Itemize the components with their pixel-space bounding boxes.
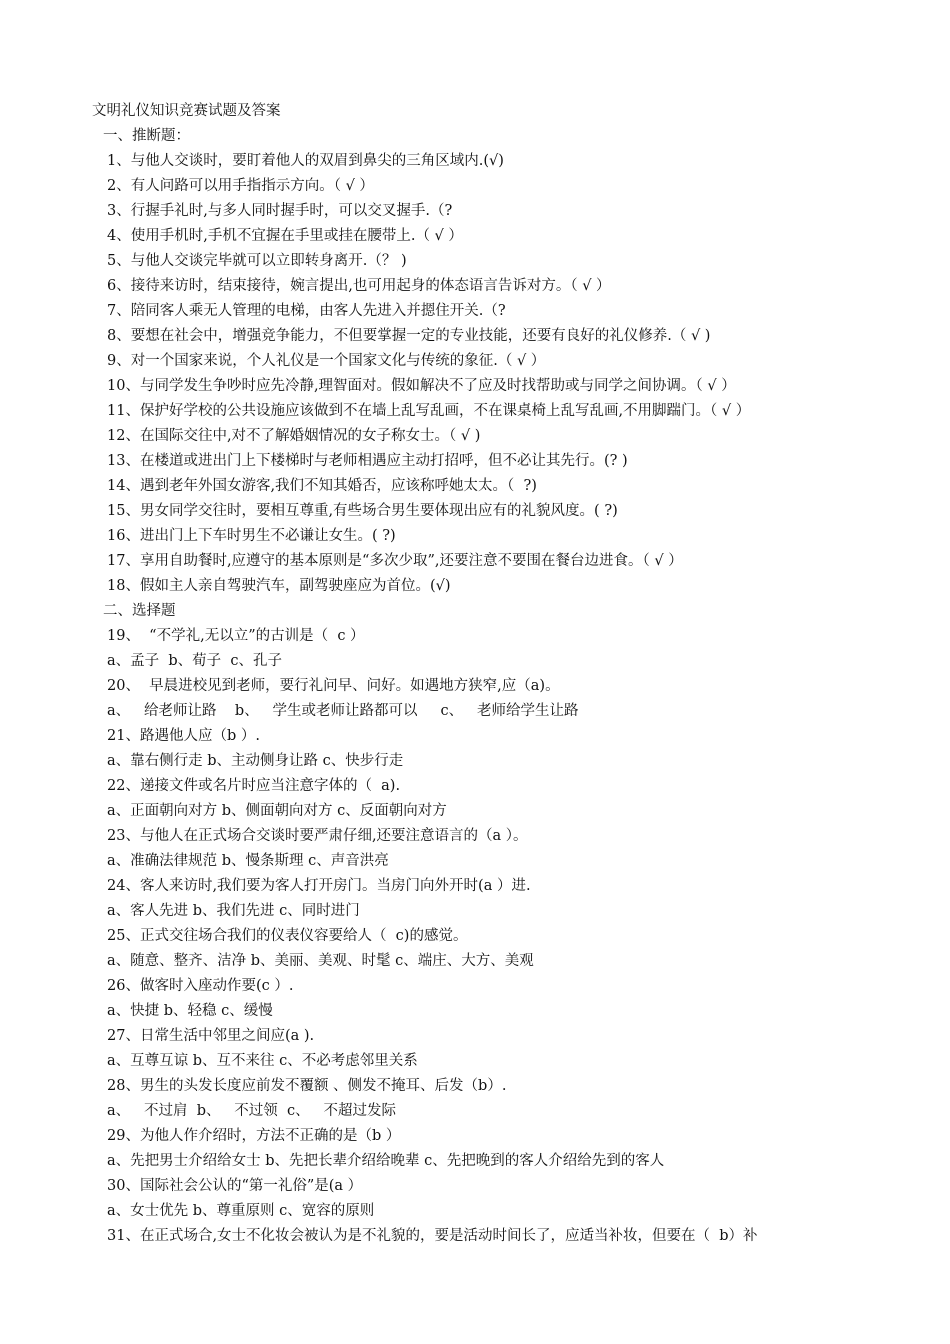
question-30: 30、国际社会公认的“第一礼俗”是(a ）: [107, 1178, 363, 1194]
options-20: a、 给老师让路 b、 学生或老师让路都可以 c、 老师给学生让路: [107, 703, 579, 719]
options-25: a、随意、整齐、洁净 b、美丽、美观、时髦 c、端庄、大方、美观: [107, 953, 534, 969]
options-22: a、正面朝向对方 b、侧面朝向对方 c、反面朝向对方: [107, 803, 447, 819]
question-28: 28、男生的头发长度应前发不覆额 、侧发不掩耳、后发（b）.: [107, 1078, 507, 1094]
options-29: a、先把男士介绍给女士 b、先把长辈介绍给晚辈 c、先把晚到的客人介绍给先到的客人: [107, 1153, 665, 1169]
question-31: 31、在正式场合,女士不化妆会被认为是不礼貌的，要是活动时间长了，应适当补妆，但要在（ b）补: [107, 1228, 758, 1244]
question-26: 26、做客时入座动作要(c ）.: [107, 978, 294, 994]
question-19: 19、 “不学礼,无以立”的古训是（ c ）: [107, 628, 365, 644]
question-11: 11、保护好学校的公共设施应该做到不在墙上乱写乱画，不在课桌椅上乱写乱画,不用脚踹门。（ √ ）: [107, 403, 751, 419]
question-13: 13、在楼道或进出门上下楼梯时与老师相遇应主动打招呼，但不必让其先行。(? ): [107, 453, 628, 469]
question-23: 23、与他人在正式场合交谈时要严肃仔细,还要注意语言的（a ）。: [107, 828, 528, 844]
question-9: 9、对一个国家来说，个人礼仪是一个国家文化与传统的象征.（ √ ）: [107, 353, 546, 369]
question-12: 12、在国际交往中,对不了解婚姻情况的女子称女士。（ √ ): [107, 428, 481, 444]
question-20: 20、 早晨进校见到老师，要行礼问早、问好。如遇地方狭窄,应（a)。: [107, 678, 560, 694]
options-27: a、互尊互谅 b、互不来往 c、不必考虑邻里关系: [107, 1053, 418, 1069]
question-25: 25、正式交往场合我们的仪表仪容要给人（ c)的感觉。: [107, 928, 468, 944]
section-heading-choice: 二、选择题: [103, 603, 176, 619]
document-title: 文明礼仪知识竞赛试题及答案: [92, 103, 281, 119]
question-8: 8、要想在社会中，增强竞争能力，不但要掌握一定的专业技能，还要有良好的礼仪修养.（ √ ): [107, 328, 711, 344]
question-16: 16、进出门上下车时男生不必谦让女生。( ?): [107, 528, 396, 544]
question-27: 27、日常生活中邻里之间应(a ).: [107, 1028, 315, 1044]
question-21: 21、路遇他人应（b ）.: [107, 728, 260, 744]
question-29: 29、为他人作介绍时，方法不正确的是（b ）: [107, 1128, 401, 1144]
question-5: 5、与他人交谈完毕就可以立即转身离开.（？ ): [107, 253, 407, 269]
question-14: 14、遇到老年外国女游客,我们不知其婚否，应该称呼她太太。（ ?): [107, 478, 537, 494]
question-15: 15、男女同学交往时，要相互尊重,有些场合男生要体现出应有的礼貌风度。( ?): [107, 503, 618, 519]
question-4: 4、使用手机时,手机不宜握在手里或挂在腰带上.（ √ ）: [107, 228, 463, 244]
question-3: 3、行握手礼时,与多人同时握手时，可以交叉握手.（?: [107, 203, 453, 219]
options-30: a、女士优先 b、尊重原则 c、宽容的原则: [107, 1203, 375, 1219]
question-24: 24、客人来访时,我们要为客人打开房门。当房门向外开时(a ）进.: [107, 878, 531, 894]
question-2: 2、有人问路可以用手指指示方向。（ √ ）: [107, 178, 374, 194]
question-7: 7、陪同客人乘无人管理的电梯，由客人先进入并摁住开关.（?: [107, 303, 506, 319]
question-1: 1、与他人交谈时，要盯着他人的双眉到鼻尖的三角区域内.(√): [107, 153, 504, 169]
options-19: a、孟子 b、荀子 c、孔子: [107, 653, 282, 669]
question-17: 17、享用自助餐时,应遵守的基本原则是“多次少取”,还要注意不要围在餐台边进食。（ √ ）: [107, 553, 683, 569]
options-23: a、准确法律规范 b、慢条斯理 c、声音洪亮: [107, 853, 389, 869]
options-21: a、靠右侧行走 b、主动侧身让路 c、快步行走: [107, 753, 404, 769]
question-6: 6、接待来访时，结束接待，婉言提出,也可用起身的体态语言告诉对方。（ √ ）: [107, 278, 611, 294]
question-10: 10、与同学发生争吵时应先冷静,理智面对。假如解决不了应及时找帮助或与同学之间协调。（ √ ）: [107, 378, 736, 394]
options-26: a、快捷 b、轻稳 c、缓慢: [107, 1003, 273, 1019]
options-28: a、 不过肩 b、 不过领 c、 不超过发际: [107, 1103, 396, 1119]
question-18: 18、假如主人亲自驾驶汽车，副驾驶座应为首位。(√): [107, 578, 451, 594]
section-heading-judgment: 一、推断题：: [103, 128, 190, 144]
question-22: 22、递接文件或名片时应当注意字体的（ a).: [107, 778, 401, 794]
options-24: a、客人先进 b、我们先进 c、同时进门: [107, 903, 360, 919]
